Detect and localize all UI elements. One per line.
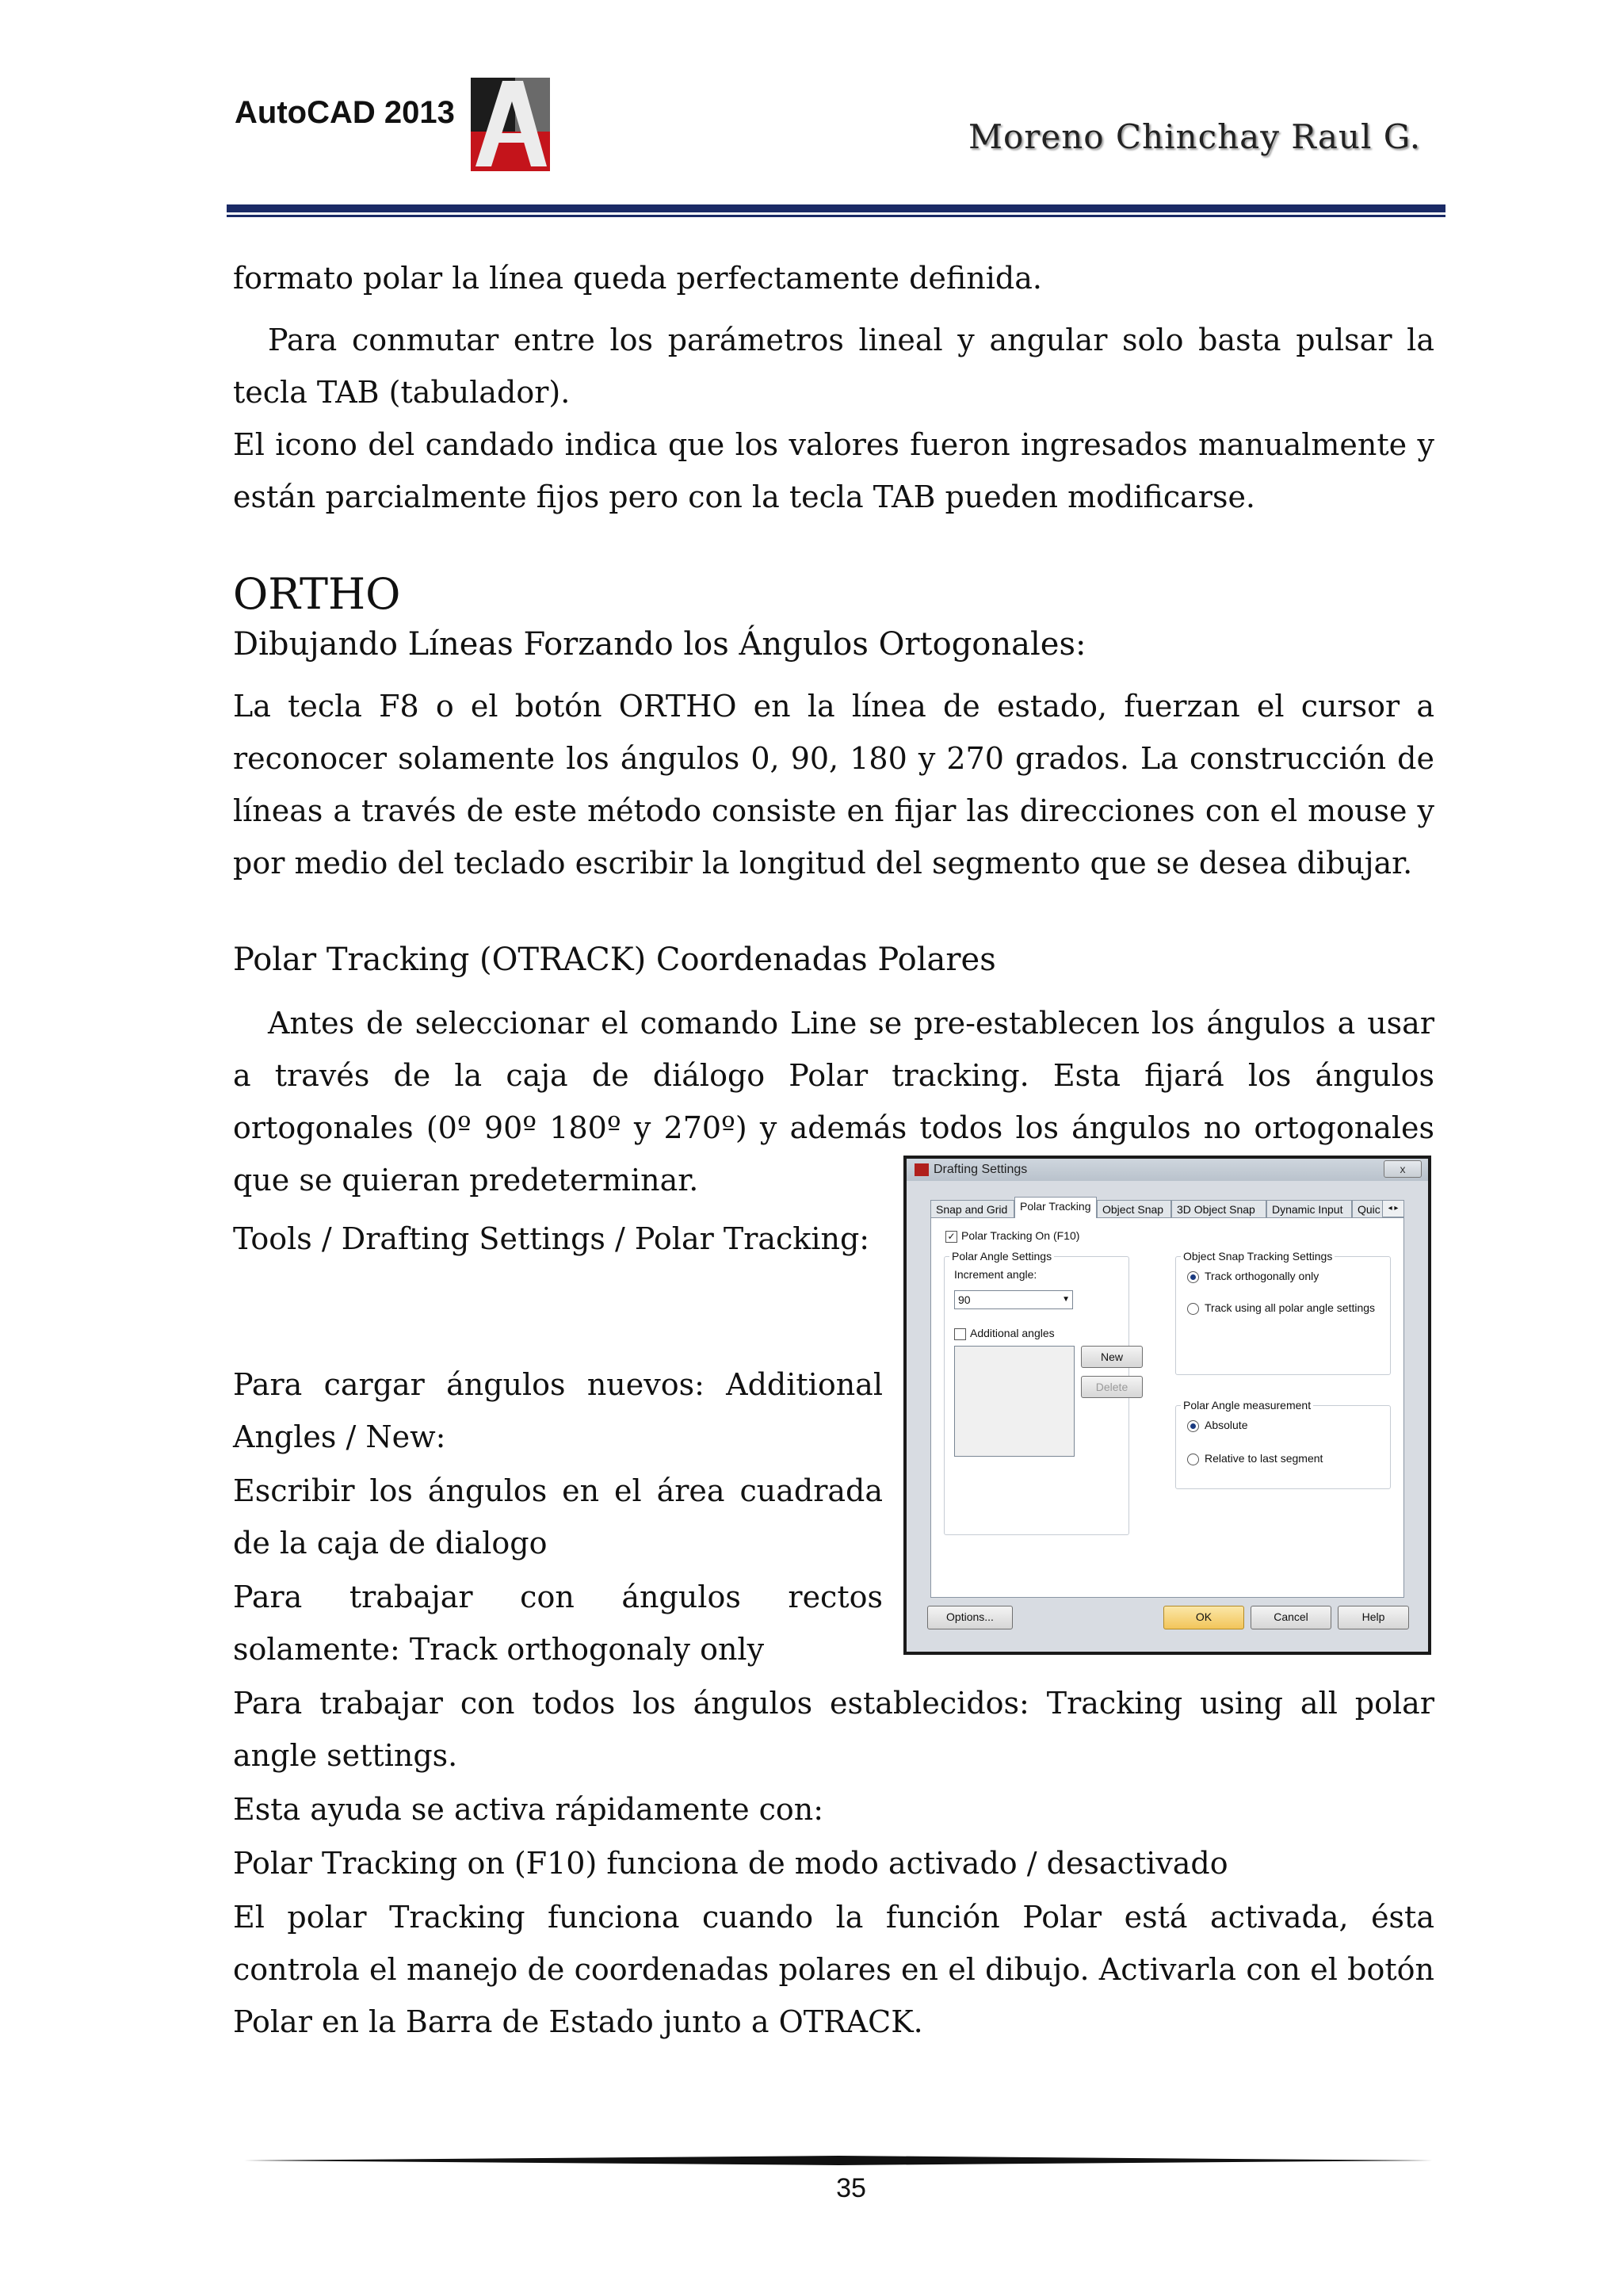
menu-path: Tools / Drafting Settings / Polar Tracking:: [233, 1221, 870, 1256]
chevron-down-icon: ▼: [1062, 1295, 1070, 1304]
paragraph-write-angles: Escribir los ángulos en el área cuadrada de la caja de dialogo: [233, 1473, 883, 1561]
track-ortho-radio[interactable]: [1187, 1271, 1199, 1283]
increment-angle-label: Increment angle:: [954, 1268, 1037, 1281]
polar-measurement-group: [1175, 1399, 1391, 1489]
tab-object-snap[interactable]: Object Snap: [1097, 1200, 1171, 1217]
paragraph-tab-toggle: [233, 314, 1434, 418]
tab-snap-and-grid[interactable]: Snap and Grid: [930, 1200, 1014, 1217]
tab-quick-properties[interactable]: Quic: [1352, 1200, 1384, 1217]
polar-on-label: Polar Tracking On (F10): [961, 1229, 1080, 1242]
options-button[interactable]: Options...: [927, 1606, 1013, 1629]
drafting-settings-dialog: [903, 1156, 1431, 1655]
cancel-button[interactable]: Cancel: [1251, 1606, 1331, 1629]
polar-on-checkbox[interactable]: ✓: [945, 1231, 957, 1243]
paragraph-ortho: La tecla F8 o el botón ORTHO en la línea de estado, fuerzan el cursor a reconocer solamente los ángulos 0, 90, 180 y 270 grados. La construcción de líneas a través de este método consiste en fijar las direcciones con el mouse y por medio del teclado escribir la longitud del segmento que se desea dibujar.: [233, 689, 1434, 881]
delete-angle-button[interactable]: Delete: [1081, 1376, 1143, 1398]
page-number: 35: [836, 2173, 866, 2203]
paragraph-additional-angles: Para cargar ángulos nuevos: Additional Angles / New:: [233, 1367, 883, 1454]
dialog-titlebar: [907, 1159, 1428, 1181]
object-snap-tracking-group: [1175, 1250, 1391, 1375]
paragraph-all-angles: Para trabajar con todos los ángulos establecidos: Tracking using all polar angle settings.: [233, 1686, 1434, 1773]
polar-angle-settings-group: [944, 1250, 1129, 1535]
tab-scroll-arrows-icon[interactable]: ◂ ▸: [1382, 1200, 1404, 1217]
header-product-title: AutoCAD 2013: [235, 95, 455, 130]
autocad-logo-icon: [468, 73, 553, 174]
tab-dynamic-input[interactable]: Dynamic Input: [1266, 1200, 1352, 1217]
new-angle-button[interactable]: New: [1081, 1346, 1143, 1368]
header-author: Moreno Chinchay Raul G.: [968, 117, 1422, 156]
track-all-label: Track using all polar angle settings: [1205, 1301, 1376, 1314]
heading-polar-tracking: Polar Tracking (OTRACK) Coordenadas Polares: [233, 942, 996, 978]
paragraph-f10: Polar Tracking on (F10) funciona de modo activado / desactivado: [233, 1846, 1228, 1881]
dialog-tabs: [930, 1197, 1404, 1217]
heading-ortho: ORTHO: [233, 569, 401, 619]
autocad-app-icon: [915, 1163, 929, 1176]
additional-angles-list[interactable]: [954, 1346, 1075, 1457]
polar-angle-settings-title: Polar Angle Settings: [949, 1250, 1054, 1263]
dialog-title: Drafting Settings: [934, 1163, 1028, 1176]
object-snap-tracking-title: Object Snap Tracking Settings: [1181, 1250, 1335, 1263]
ok-button[interactable]: OK: [1163, 1606, 1244, 1629]
polar-tracking-panel: [930, 1217, 1404, 1598]
close-button[interactable]: x: [1384, 1160, 1422, 1178]
relative-label: Relative to last segment: [1205, 1452, 1323, 1465]
increment-angle-value: 90: [958, 1293, 971, 1306]
paragraph-polar-intro-text: Antes de seleccionar el comando Line se pre-establecen los ángulos a usar a través de la caja de diálogo Polar tracking. Esta fijará los ángulos ortogonales (0º 90º 180º y 270º) y además todos los ángulos no ortogonales que se quieran predeterminar.: [233, 1006, 1434, 1198]
increment-angle-select[interactable]: [954, 1290, 1073, 1309]
paragraph-right-angles: Para trabajar con ángulos rectos solamente: Track orthogonaly only: [233, 1580, 883, 1667]
polar-measurement-title: Polar Angle measurement: [1181, 1399, 1313, 1412]
header-rule: [227, 204, 1445, 212]
paragraph-quick-activate: Esta ayuda se activa rápidamente con:: [233, 1792, 824, 1827]
subheading-ortho: Dibujando Líneas Forzando los Ángulos Ortogonales:: [233, 626, 1086, 663]
relative-radio[interactable]: [1187, 1454, 1199, 1465]
absolute-label: Absolute: [1205, 1419, 1248, 1431]
help-button[interactable]: Help: [1338, 1606, 1409, 1629]
paragraph-polar-function: El polar Tracking funciona cuando la función Polar está activada, ésta controla el manejo de coordenadas polares en el dibujo. Activarla con el botón Polar en la Barra de Estado junto a OTRACK.: [233, 1900, 1434, 2039]
paragraph-tab-toggle-text: Para conmutar entre los parámetros lineal y angular solo basta pulsar la tecla TAB (tabulador).: [233, 323, 1434, 410]
header-rule-thin: [227, 215, 1445, 217]
paragraph-format: formato polar la línea queda perfectamente definida.: [233, 261, 1042, 296]
additional-angles-label: Additional angles: [970, 1327, 1055, 1339]
paragraph-lock-icon: El icono del candado indica que los valores fueron ingresados manualmente y están parcialmente fijos pero con la tecla TAB pueden modificarse.: [233, 427, 1434, 514]
footer-rule: [244, 2156, 1433, 2165]
absolute-radio[interactable]: [1187, 1420, 1199, 1432]
tab-polar-tracking[interactable]: Polar Tracking: [1014, 1197, 1097, 1218]
track-ortho-label: Track orthogonally only: [1205, 1270, 1319, 1282]
track-all-radio[interactable]: [1187, 1303, 1199, 1315]
additional-angles-checkbox[interactable]: [954, 1328, 966, 1340]
tab-3d-object-snap[interactable]: 3D Object Snap: [1171, 1200, 1266, 1217]
